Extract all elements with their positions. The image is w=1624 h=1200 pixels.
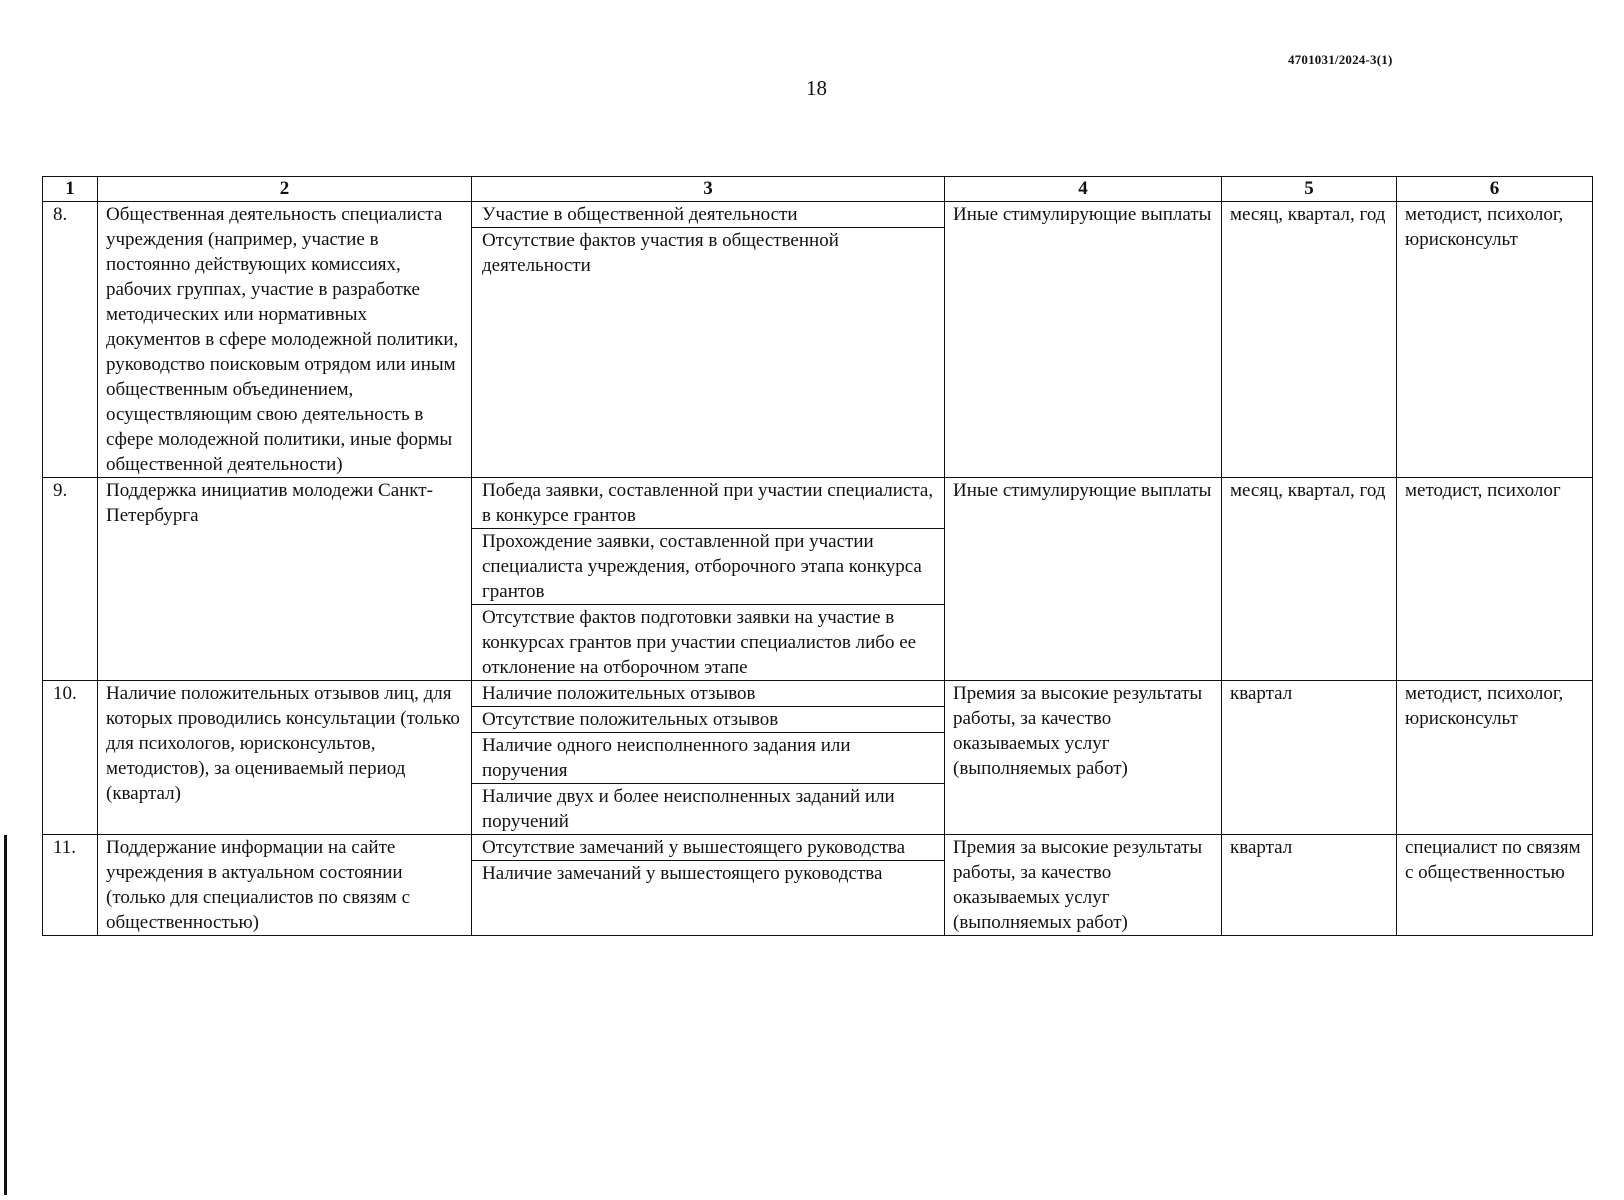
column-header: 3 bbox=[472, 177, 945, 202]
period-cell: месяц, квартал, год bbox=[1222, 202, 1397, 478]
criterion-item: Наличие положительных отзывов bbox=[482, 683, 756, 704]
criterion-item: Участие в общественной деятельности bbox=[482, 204, 798, 225]
scan-margin-line bbox=[4, 835, 7, 1195]
criteria-table bbox=[42, 176, 1593, 936]
table-header-row bbox=[43, 177, 1593, 202]
criterion-item: Отсутствие фактов подготовки заявки на участие в конкурсах грантов при участии специалистов либо ее отклонение на отборочном этапе bbox=[472, 604, 944, 680]
indicator-cell: Поддержка инициатив молодежи Санкт-Петербурга bbox=[98, 478, 472, 681]
criterion-item: Наличие одного неисполненного задания или поручения bbox=[472, 732, 944, 783]
criterion-item: Отсутствие положительных отзывов bbox=[472, 706, 944, 732]
row-number: 11. bbox=[43, 835, 98, 936]
criteria-cell bbox=[472, 835, 945, 936]
criterion-item: Наличие замечаний у вышестоящего руководства bbox=[472, 860, 944, 886]
positions-cell: специалист по связям с общественностью bbox=[1397, 835, 1593, 936]
criterion-item: Победа заявки, составленной при участии специалиста, в конкурсе грантов bbox=[482, 480, 934, 526]
document-registration-number: 4701031/2024-3(1) bbox=[1288, 52, 1393, 67]
indicator-cell: Поддержание информации на сайте учреждения в актуальном состоянии (только для специалистов по связям с общественностью) bbox=[98, 835, 472, 936]
payment-type-cell: Иные стимулирующие выплаты bbox=[945, 202, 1222, 478]
table-row bbox=[43, 202, 1593, 478]
column-header: 5 bbox=[1222, 177, 1397, 202]
page-number: 18 bbox=[806, 76, 827, 100]
indicator-cell: Наличие положительных отзывов лиц, для которых проводились консультации (только для психологов, юрисконсультов, методистов), за оцениваемый период (квартал) bbox=[98, 681, 472, 835]
column-header: 2 bbox=[98, 177, 472, 202]
criteria-cell bbox=[472, 478, 945, 681]
row-number: 8. bbox=[43, 202, 98, 478]
criterion-item: Наличие двух и более неисполненных заданий или поручений bbox=[472, 783, 944, 834]
payment-type-cell: Иные стимулирующие выплаты bbox=[945, 478, 1222, 681]
table-row bbox=[43, 478, 1593, 681]
column-header: 4 bbox=[945, 177, 1222, 202]
table-row bbox=[43, 681, 1593, 835]
column-header: 1 bbox=[43, 177, 98, 202]
criterion-item: Отсутствие фактов участия в общественной деятельности bbox=[472, 227, 944, 278]
criterion-item: Прохождение заявки, составленной при участии специалиста учреждения, отборочного этапа конкурса грантов bbox=[472, 528, 944, 604]
payment-type-cell: Премия за высокие результаты работы, за качество оказываемых услуг (выполняемых работ) bbox=[945, 681, 1222, 835]
table-row bbox=[43, 835, 1593, 936]
criteria-cell bbox=[472, 681, 945, 835]
period-cell: квартал bbox=[1222, 681, 1397, 835]
indicator-cell: Общественная деятельность специалиста учреждения (например, участие в постоянно действующих комиссиях, рабочих группах, участие в разработке методических или нормативных документов в сфере молодежной политики, руководство поисковым отрядом или иным общественным объединением, осуществляющим свою деятельность в сфере молодежной политики, иные формы общественной деятельности) bbox=[98, 202, 472, 478]
criterion-item: Отсутствие замечаний у вышестоящего руководства bbox=[482, 837, 906, 858]
period-cell: квартал bbox=[1222, 835, 1397, 936]
positions-cell: методист, психолог, юрисконсульт bbox=[1397, 202, 1593, 478]
positions-cell: методист, психолог, юрисконсульт bbox=[1397, 681, 1593, 835]
row-number: 10. bbox=[43, 681, 98, 835]
period-cell: месяц, квартал, год bbox=[1222, 478, 1397, 681]
positions-cell: методист, психолог bbox=[1397, 478, 1593, 681]
row-number: 9. bbox=[43, 478, 98, 681]
column-header: 6 bbox=[1397, 177, 1593, 202]
payment-type-cell: Премия за высокие результаты работы, за качество оказываемых услуг (выполняемых работ) bbox=[945, 835, 1222, 936]
criteria-cell bbox=[472, 202, 945, 478]
